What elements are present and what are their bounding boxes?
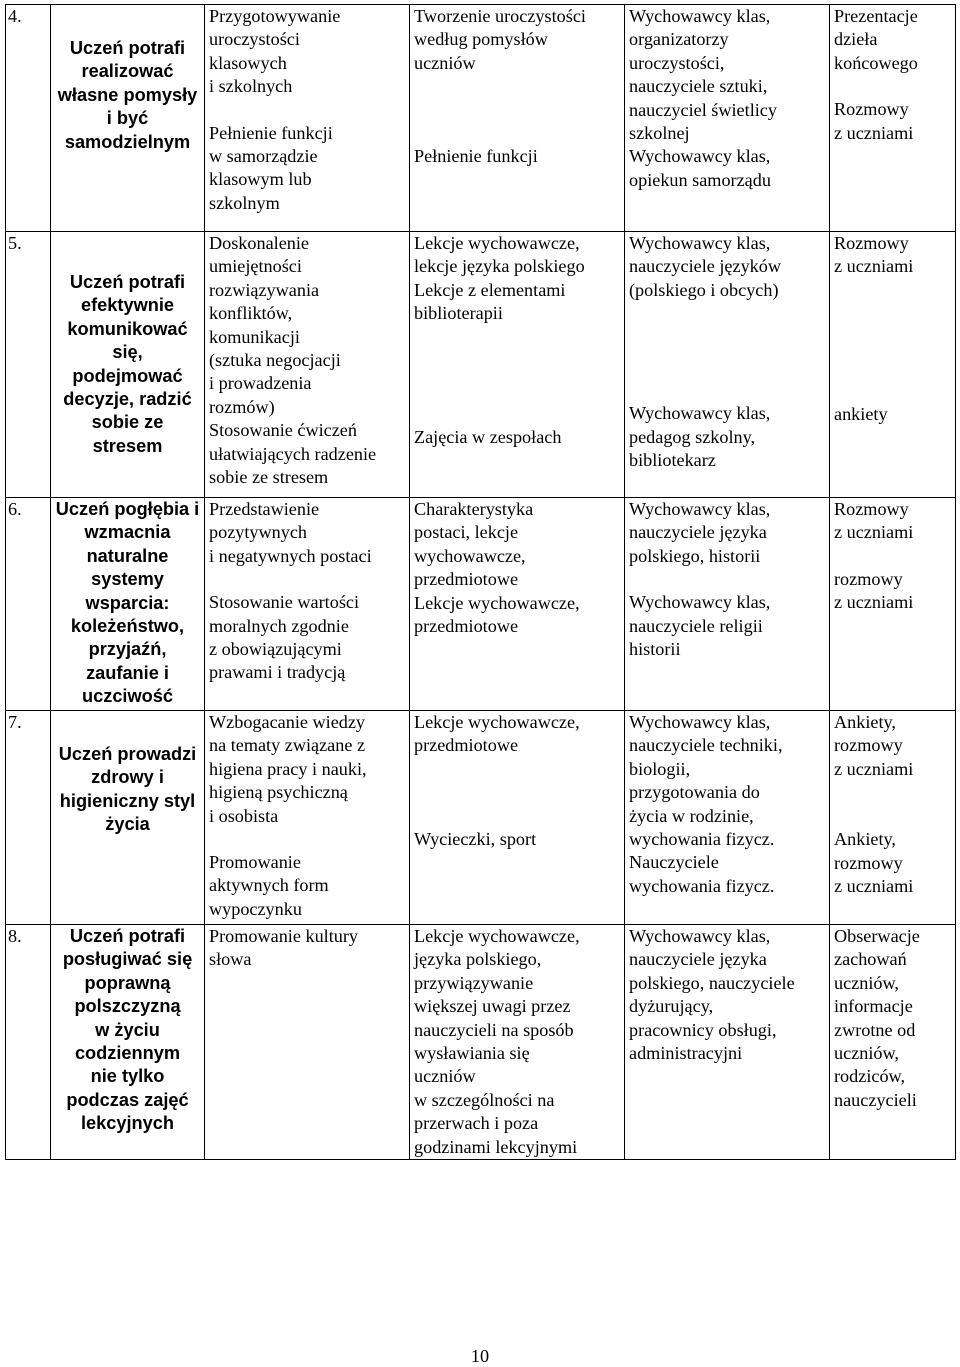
task-text: Stosowanie wartości moralnych zgodnie z obowiązującymi prawami i tradycją <box>209 592 360 683</box>
form-text: Lekcje wychowawcze, przedmiotowe <box>414 712 580 756</box>
row-number: 8. <box>6 925 51 1160</box>
form-text: Lekcje wychowawcze, lekcje języka polskiego Lekcje z elementami biblioterapii <box>414 233 585 324</box>
responsible-text: Wychowawcy klas, nauczyciele języka polskiego, nauczyciele dyżurujący, pracownicy obsługi, administracyjni <box>629 926 795 1064</box>
responsible-cell <box>625 5 830 232</box>
goal-text: Uczeń pogłębia i wzmacnia naturalne systemy wsparcia: koleżeństwo, przyjaźń, zaufanie i uczciwość <box>55 499 200 707</box>
tasks-cell <box>205 498 410 711</box>
evaluation-text: rozmowy z uczniami <box>834 568 914 613</box>
page-number: 10 <box>470 1346 490 1366</box>
table-row <box>6 925 956 1160</box>
row-number: 5. <box>6 232 51 498</box>
row-number: 6. <box>6 498 51 711</box>
responsible-text: Wychowawcy klas, pedagog szkolny, bibliotekarz <box>629 403 771 471</box>
tasks-cell <box>205 711 410 925</box>
responsible-text: Wychowawcy klas, nauczyciele języków (polskiego i obcych) <box>629 233 781 300</box>
task-text: Przygotowywanie uroczystości klasowych i szkolnych <box>209 6 341 97</box>
task-text: Promowanie aktywnych form wypoczynku <box>209 852 329 919</box>
evaluation-text: Prezentacje dzieła końcowego <box>834 6 918 73</box>
goal-text: Uczeń potrafi efektywnie komunikować się, podejmować decyzje, radzić sobie ze stresem <box>63 272 192 456</box>
table-row <box>6 711 956 925</box>
forms-cell <box>410 711 625 925</box>
row-number: 7. <box>6 711 51 925</box>
responsible-text: Nauczyciele wychowania fizycz. <box>629 852 775 896</box>
goal-text: Uczeń potrafi posługiwać się poprawną polszczyzną w życiu codziennym nie tylko podczas zajęć lekcyjnych <box>62 926 193 1134</box>
goal-cell <box>51 711 205 925</box>
responsible-text: Wychowawcy klas, nauczyciele języka polskiego, historii <box>629 499 771 566</box>
forms-cell <box>410 925 625 1160</box>
forms-cell <box>410 5 625 232</box>
task-text: Wzbogacanie wiedzy na tematy związane z higiena pracy i nauki, higieną psychiczną i osobista <box>209 712 367 826</box>
responsible-cell <box>625 925 830 1160</box>
forms-cell <box>410 498 625 711</box>
evaluation-text: Ankiety, rozmowy z uczniami <box>834 829 914 897</box>
responsible-cell <box>625 498 830 711</box>
task-text: Pełnienie funkcji w samorządzie klasowym lub szkolnym <box>209 122 333 213</box>
forms-cell <box>410 232 625 498</box>
evaluation-cell <box>830 232 956 498</box>
goal-text: Uczeń potrafi realizować własne pomysły i być samodzielnym <box>57 38 198 152</box>
responsible-cell <box>625 232 830 498</box>
goal-text: Uczeń prowadzi zdrowy i higieniczny styl życia <box>58 744 197 835</box>
form-text: Lekcje wychowawcze, przedmiotowe <box>414 592 580 637</box>
evaluation-cell <box>830 925 956 1160</box>
task-text: Doskonalenie umiejętności rozwiązywania konfliktów, komunikacji (sztuka negocjacji i prowadzenia rozmów) <box>209 233 341 417</box>
row-number: 4. <box>6 5 51 232</box>
evaluation-cell <box>830 5 956 232</box>
tasks-cell <box>205 232 410 498</box>
task-text: Stosowanie ćwiczeń ułatwiających radzenie sobie ze stresem <box>209 420 377 488</box>
evaluation-cell <box>830 498 956 711</box>
evaluation-text: Rozmowy z uczniami <box>834 499 914 543</box>
form-text: Tworzenie uroczystości według pomysłów uczniów <box>414 6 586 73</box>
responsible-text: Wychowawcy klas, opiekun samorządu <box>629 146 771 190</box>
responsible-text: Wychowawcy klas, nauczyciele religii historii <box>629 592 771 660</box>
evaluation-text: Rozmowy z uczniami <box>834 233 914 277</box>
table-row <box>6 232 956 498</box>
evaluation-cell <box>830 711 956 925</box>
evaluation-text: ankiety <box>834 403 888 424</box>
table-row <box>6 498 956 711</box>
task-text: Promowanie kultury słowa <box>209 926 359 970</box>
goal-cell <box>51 498 205 711</box>
form-text: Zajęcia w zespołach <box>414 426 562 447</box>
education-plan-table <box>5 4 956 1160</box>
evaluation-text: Obserwacje zachowań uczniów, informacje zwrotne od uczniów, rodziców, nauczycieli <box>834 926 920 1110</box>
form-text: Lekcje wychowawcze, języka polskiego, przywiązywanie większej uwagi przez nauczycieli na sposób wysławiania się uczniów w szczególności na przerwach i poza godzinami lekcyjnymi <box>414 926 580 1157</box>
responsible-text: Wychowawcy klas, nauczyciele techniki, biologii, przygotowania do życia w rodzinie, wychowania fizycz. <box>629 712 783 850</box>
tasks-cell <box>205 5 410 232</box>
table-row <box>6 5 956 232</box>
goal-cell <box>51 5 205 232</box>
evaluation-text: Ankiety, rozmowy z uczniami <box>834 712 914 779</box>
goal-cell <box>51 925 205 1160</box>
form-text: Wycieczki, sport <box>414 828 537 849</box>
goal-cell <box>51 232 205 498</box>
tasks-cell <box>205 925 410 1160</box>
responsible-text: Wychowawcy klas, organizatorzy uroczystości, nauczyciele sztuki, nauczyciel świetlicy szkolnej <box>629 6 777 144</box>
evaluation-text: Rozmowy z uczniami <box>834 99 914 143</box>
responsible-cell <box>625 711 830 925</box>
task-text: Przedstawienie pozytywnych i negatywnych postaci <box>209 499 372 566</box>
form-text: Charakterystyka postaci, lekcje wychowawcze, przedmiotowe <box>414 499 534 590</box>
form-text: Pełnienie funkcji <box>414 146 538 167</box>
